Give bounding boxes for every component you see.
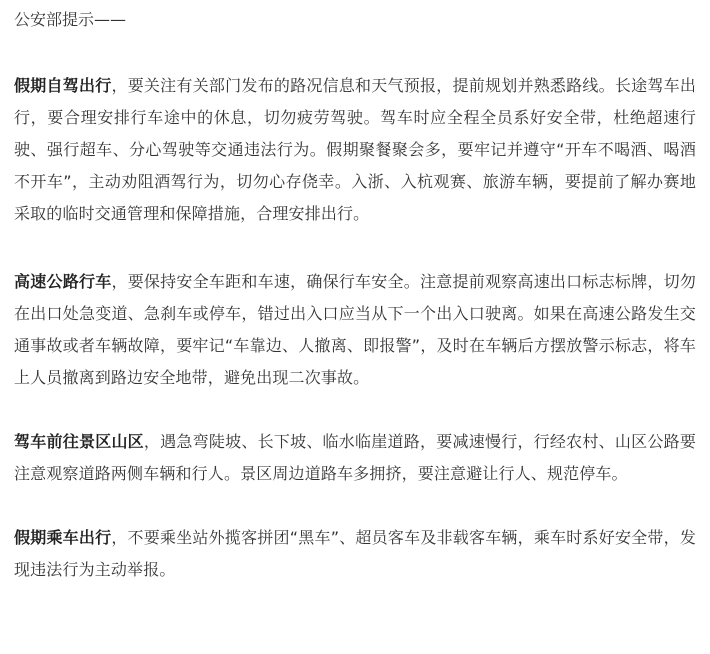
intro-line: 公安部提示—— bbox=[14, 10, 127, 29]
article-body bbox=[14, 0, 696, 586]
paragraph-text: ，不要乘坐站外揽客拼团“黑车”、超员客车及非载客车辆，乘车时系好安全带，发现违法行为主动举报。 bbox=[14, 528, 696, 579]
paragraph-text: ，要关注有关部门发布的路况信息和天气预报，提前规划并熟悉路线。长途驾车出行，要合理安排行车途中的休息，切勿疲劳驾驶。驾车时应全程全员系好安全带，杜绝超速行驶、强行超车、分心驾驶等交通违法行为。假期聚餐聚会多，要牢记并遵守“开车不喝酒、喝酒不开车”，主动劝阻酒驾行为，切勿心存侥幸。入浙、入杭观赛、旅游车辆，要提前了解办赛地采取的临时交通管理和保障措施，合理安排出行。 bbox=[14, 76, 697, 223]
paragraph-heading: 驾车前往景区山区 bbox=[14, 432, 144, 451]
paragraph-passenger bbox=[14, 522, 696, 586]
paragraph-text: ，遇急弯陡坡、长下坡、临水临崖道路，要减速慢行，行经农村、山区公路要注意观察道路两侧车辆和行人。景区周边道路车多拥挤，要注意避让行人、规范停车。 bbox=[14, 432, 696, 483]
paragraph-text: ，要保持安全车距和车速，确保行车安全。注意提前观察高速出口标志标牌，切勿在出口处急变道、急刹车或停车，错过出入口应当从下一个出入口驶离。如果在高速公路发生交通事故或者车辆故障，要牢记“车靠边、人撤离、即报警”，及时在车辆后方摆放警示标志，将车上人员撤离到路边安全地带，避免出现二次事故。 bbox=[14, 272, 697, 387]
paragraph-heading: 假期乘车出行 bbox=[14, 528, 112, 547]
paragraph-highway bbox=[14, 266, 696, 394]
paragraph-scenic-mountain bbox=[14, 426, 696, 490]
paragraph-heading: 假期自驾出行 bbox=[14, 76, 112, 95]
paragraph-self-driving bbox=[14, 70, 696, 230]
paragraph-heading: 高速公路行车 bbox=[14, 272, 112, 291]
